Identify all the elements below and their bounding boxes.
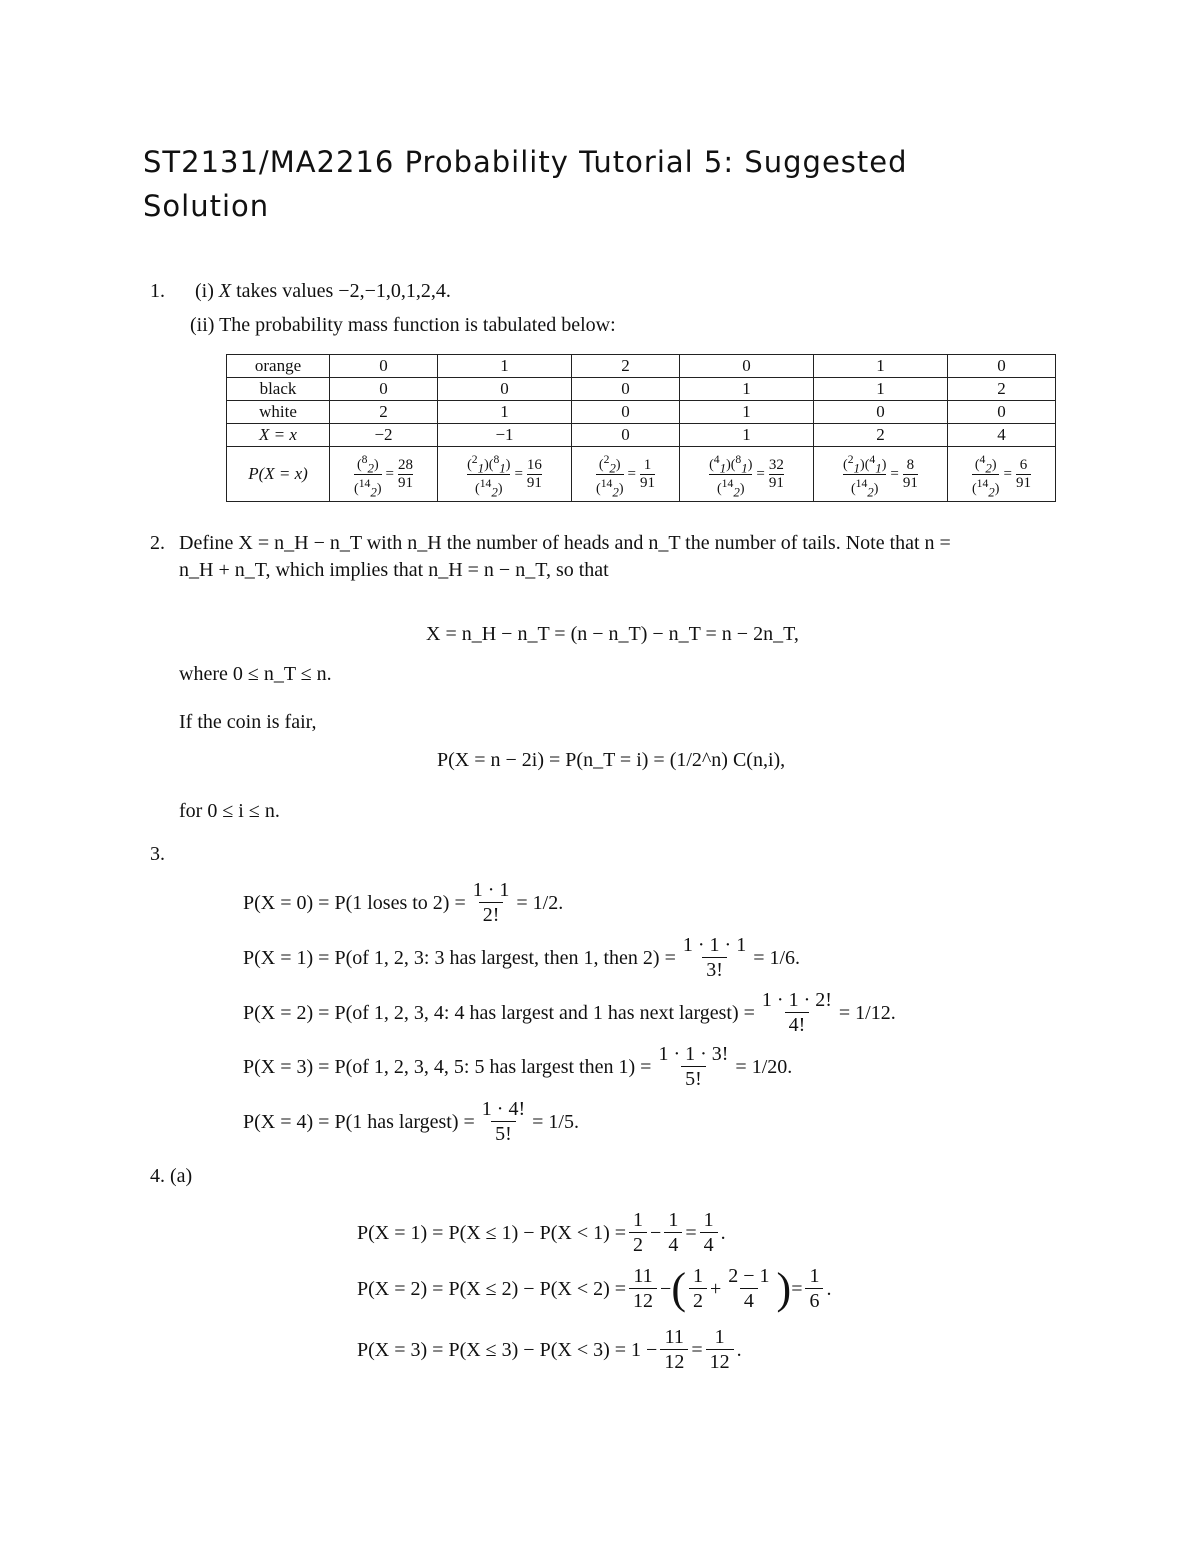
- prob-num: 16: [526, 456, 542, 473]
- prob-den: 91: [526, 474, 542, 491]
- q3-rhs: = 1/20.: [735, 1055, 793, 1078]
- q2-number: 2.: [150, 532, 165, 554]
- table-cell: 0: [330, 355, 438, 378]
- q4-den: 6: [805, 1288, 823, 1311]
- table-cell: 4: [947, 424, 1055, 447]
- row-label-white: white: [227, 401, 330, 424]
- q4-paren: (: [671, 1263, 686, 1313]
- q3-den: 4!: [785, 1012, 810, 1035]
- q3-num: 1 · 1 · 3!: [658, 1043, 729, 1065]
- q4-num: 1: [809, 1265, 820, 1287]
- prob-num: 28: [398, 456, 413, 473]
- table-cell: 2: [813, 424, 947, 447]
- prob-den: 91: [768, 474, 784, 491]
- q2-where: where 0 ≤ n_T ≤ n.: [179, 663, 332, 685]
- q3-rhs: = 1/6.: [753, 946, 801, 969]
- q4-num: 1: [703, 1209, 714, 1231]
- q1-part-ii-text: The probability mass function is tabulated below:: [219, 314, 616, 336]
- q4-number: 4.: [150, 1165, 165, 1187]
- table-cell: 0: [571, 378, 679, 401]
- table-cell: 0: [947, 401, 1055, 424]
- table-cell: 0: [438, 378, 572, 401]
- table-row-x: [227, 424, 1056, 447]
- table-cell: 1: [680, 401, 814, 424]
- q4-num: 1: [714, 1326, 725, 1348]
- table-cell: 0: [571, 424, 679, 447]
- q3-num: 1 · 1 · 1: [682, 934, 747, 956]
- prob-cell: ($^2_1$)($^4_1$) ($^{14}_2$) = 8 91: [813, 447, 947, 502]
- title-line-1: ST2131/MA2216 Probability Tutorial 5: Suggested: [143, 145, 908, 179]
- table-cell: 1: [680, 378, 814, 401]
- q4-op: .: [826, 1277, 832, 1300]
- table-cell: −1: [438, 424, 572, 447]
- q4-den: 4: [700, 1232, 718, 1255]
- table-cell: 1: [680, 424, 814, 447]
- q3-line-3: [243, 1044, 792, 1089]
- table-row-prob: [227, 447, 1056, 502]
- q4-line-1: [357, 1210, 726, 1255]
- q1-part-i-text: takes values −2,−1,0,1,2,4.: [231, 280, 451, 302]
- q4-op: +: [709, 1277, 722, 1300]
- q4-den: 4: [740, 1288, 758, 1311]
- q4-den: 12: [660, 1349, 688, 1372]
- q3-den: 5!: [681, 1066, 706, 1089]
- title-line-2: Solution: [143, 189, 270, 223]
- q4-op: .: [736, 1338, 742, 1361]
- q4-lhs: P(X = 3) = P(X ≤ 3) − P(X < 3) = 1 −: [357, 1338, 658, 1361]
- q3-rhs: = 1/5.: [532, 1110, 579, 1133]
- q3-den: 2!: [479, 902, 504, 925]
- table-row-orange: [227, 355, 1056, 378]
- q1-part-ii-label: (ii): [190, 314, 215, 336]
- q3-fraction: [679, 935, 750, 980]
- prob-num: 1: [643, 456, 652, 473]
- q4-num: 1: [633, 1209, 644, 1231]
- q3-lhs: P(X = 2) = P(of 1, 2, 3, 4: 4 has largest and 1 has next largest) =: [243, 1001, 755, 1024]
- q3-fraction: [469, 880, 514, 925]
- q2-line-2: n_H + n_T, which implies that n_H = n − n_T, so that: [179, 559, 609, 581]
- q4-lhs: P(X = 2) = P(X ≤ 2) − P(X < 2) =: [357, 1277, 627, 1300]
- table-cell: 1: [438, 355, 572, 378]
- q2-equation-1: X = n_H − n_T = (n − n_T) − n_T = n − 2n_T,: [426, 623, 799, 645]
- q3-fraction: [758, 990, 836, 1035]
- q4-den: 12: [629, 1288, 657, 1311]
- prob-cell: ($^2_2$) ($^{14}_2$) = 1 91: [571, 447, 679, 502]
- q4-num: 1: [668, 1209, 679, 1231]
- row-label-black: black: [227, 378, 330, 401]
- prob-cell: ($^4_1$)($^8_1$) ($^{14}_2$) = 32 91: [680, 447, 814, 502]
- q4-fraction: [700, 1210, 718, 1255]
- prob-num: 6: [1019, 456, 1028, 473]
- q3-number: 3.: [150, 843, 165, 865]
- q4-line-3: [357, 1327, 742, 1372]
- q1-part-i-label: (i): [195, 280, 214, 302]
- table-cell: 0: [680, 355, 814, 378]
- q3-fraction: [478, 1099, 529, 1144]
- q2-line-1: Define X = n_H − n_T with n_H the number of heads and n_T the number of tails. Note that n =: [179, 532, 951, 554]
- table-cell: −2: [330, 424, 438, 447]
- q3-num: 1 · 4!: [481, 1098, 526, 1120]
- q3-lhs: P(X = 4) = P(1 has largest) =: [243, 1110, 475, 1133]
- q4-den: 2: [689, 1288, 707, 1311]
- prob-den: 91: [1015, 474, 1031, 491]
- q4-fraction: [724, 1266, 773, 1311]
- prob-den: 91: [902, 474, 918, 491]
- q4-lhs: P(X = 1) = P(X ≤ 1) − P(X < 1) =: [357, 1221, 627, 1244]
- row-label-prob: P(X = x): [227, 447, 330, 502]
- table-cell: 0: [330, 378, 438, 401]
- q3-num: 1 · 1 · 2!: [761, 989, 832, 1011]
- q2-equation-2: P(X = n − 2i) = P(n_T = i) = (1/2^n) C(n,i),: [437, 749, 786, 771]
- q4-op: =: [685, 1221, 697, 1244]
- q4-heading: [150, 1164, 192, 1188]
- q3-line-2: [243, 990, 896, 1035]
- q4-den: 4: [664, 1232, 682, 1255]
- q4-op: −: [660, 1277, 672, 1300]
- q3-lhs: P(X = 3) = P(of 1, 2, 3, 4, 5: 5 has largest then 1) =: [243, 1055, 652, 1078]
- table-cell: 0: [813, 401, 947, 424]
- table-cell: 1: [438, 401, 572, 424]
- q4-fraction: [805, 1266, 823, 1311]
- q4-op: =: [691, 1338, 703, 1361]
- table-cell: 2: [947, 378, 1055, 401]
- table-cell: 2: [571, 355, 679, 378]
- q4-num: 11: [633, 1265, 653, 1287]
- table-cell: 1: [813, 355, 947, 378]
- q3-rhs: = 1/12.: [838, 1001, 896, 1024]
- q2-fair: If the coin is fair,: [179, 711, 317, 733]
- q4-line-2: [357, 1263, 832, 1313]
- q4-op: −: [650, 1221, 662, 1244]
- q3-num: 1 · 1: [472, 879, 510, 901]
- prob-den: 91: [639, 474, 655, 491]
- q4-num: 2 − 1: [728, 1265, 770, 1287]
- q4-den: 2: [629, 1232, 647, 1255]
- q4-num: 11: [664, 1326, 684, 1348]
- q1-number: 1.: [150, 280, 165, 302]
- row-label-x: X = x: [227, 424, 330, 447]
- q1-part-i: [195, 279, 451, 303]
- q1-part-ii: [190, 313, 616, 337]
- q4-op: .: [720, 1221, 726, 1244]
- prob-cell: ($^8_2$) ($^{14}_2$) = 28 91: [330, 447, 438, 502]
- q3-den: 3!: [702, 957, 727, 980]
- q4-fraction: [689, 1266, 707, 1311]
- q3-fraction: [654, 1044, 732, 1089]
- prob-cell: ($^4_2$) ($^{14}_2$) = 6 91: [947, 447, 1055, 502]
- q1-part-i-var: X: [218, 280, 232, 302]
- q4-fraction: [706, 1327, 734, 1372]
- prob-den: 91: [398, 474, 413, 491]
- q4-fraction: [664, 1210, 682, 1255]
- q4-fraction: [660, 1327, 688, 1372]
- row-label-orange: orange: [227, 355, 330, 378]
- page-title: [143, 140, 1043, 228]
- q3-rhs: = 1/2.: [516, 891, 564, 914]
- q4-fraction: [629, 1266, 657, 1311]
- q4-paren: ): [776, 1263, 792, 1313]
- q3-line-0: [243, 880, 563, 925]
- pmf-table: [226, 354, 1056, 502]
- table-row-white: [227, 401, 1056, 424]
- q3-den: 5!: [491, 1121, 516, 1144]
- q4-den: 12: [706, 1349, 734, 1372]
- q3-lhs: P(X = 1) = P(of 1, 2, 3: 3 has largest, then 1, then 2) =: [243, 946, 676, 969]
- table-cell: 2: [330, 401, 438, 424]
- table-cell: 0: [571, 401, 679, 424]
- table-cell: 1: [813, 378, 947, 401]
- q2-for: for 0 ≤ i ≤ n.: [179, 800, 280, 822]
- table-cell: 0: [947, 355, 1055, 378]
- q3-line-1: [243, 935, 800, 980]
- prob-num: 8: [906, 456, 915, 473]
- prob-num: 32: [768, 456, 784, 473]
- q3-lhs: P(X = 0) = P(1 loses to 2) =: [243, 891, 466, 914]
- prob-cell: ($^2_1$)($^8_1$) ($^{14}_2$) = 16 91: [438, 447, 572, 502]
- q3-line-4: [243, 1099, 579, 1144]
- q4-part-label: (a): [170, 1165, 193, 1187]
- q4-op: =: [791, 1277, 803, 1300]
- table-row-black: [227, 378, 1056, 401]
- q4-num: 1: [692, 1265, 703, 1287]
- q4-fraction: [629, 1210, 647, 1255]
